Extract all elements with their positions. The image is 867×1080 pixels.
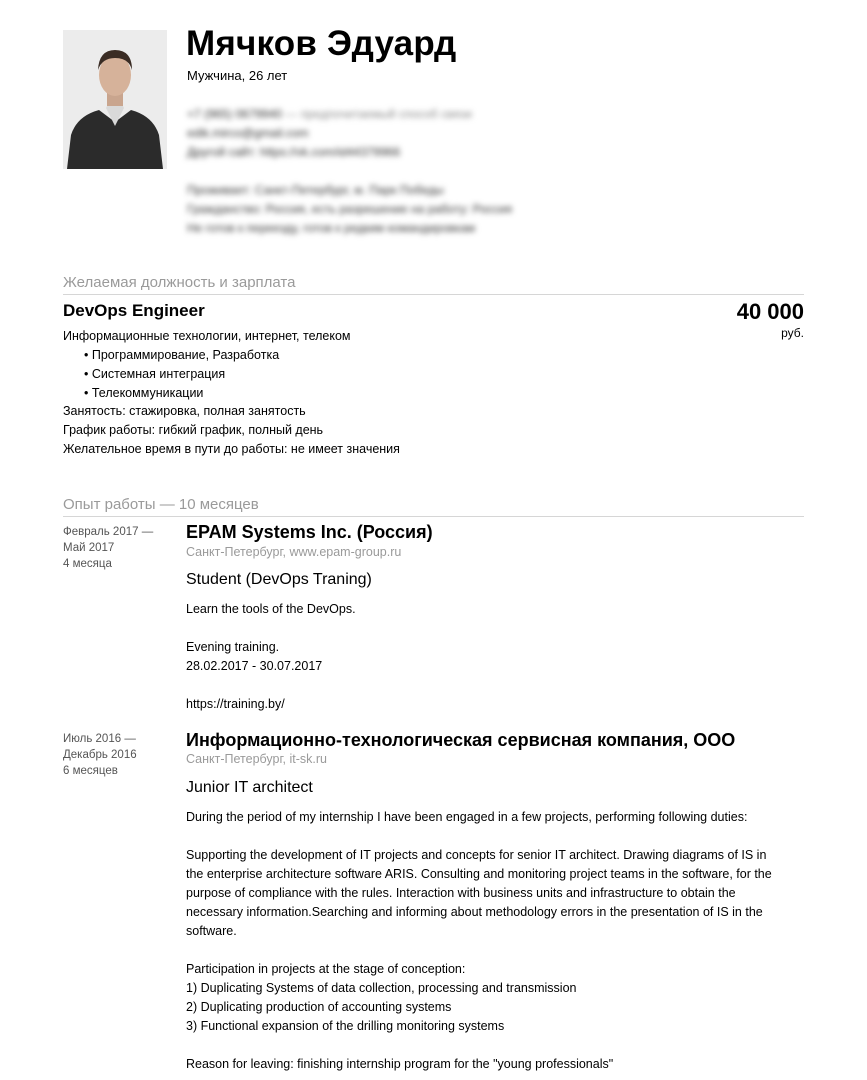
profile-photo — [63, 30, 167, 169]
phone-number[interactable]: +7 (965) 0679940 — [187, 107, 283, 121]
specialization-item: • Телекоммуникации — [84, 384, 203, 403]
relocation: Не готов к переезду, готов к редким командировкам — [187, 221, 476, 235]
job-duration: 4 месяца — [63, 558, 112, 570]
work-schedule: График работы: гибкий график, полный день — [63, 423, 324, 437]
section-title-experience: Опыт работы — 10 месяцев — [63, 496, 804, 517]
person-portrait-icon — [63, 30, 167, 169]
email-link[interactable]: edik.mirco@gmail.com — [187, 126, 309, 140]
job-description: During the period of my internship I have been engaged in a few projects, performing following duties: Supporting the development of IT projects and concepts for senior IT architect. Drawing diagrams of IS in the enterprise architecture software ARIS. Consulting and monitoring project teams in the software, for the purpose of compliance with the rules. Interaction with business units and infrastructure to obtain the necessary information.Searching and informing about methodology errors in the presentation of IS in the software. Participation in projects at the stage of conception: 1) Duplicating Systems of data collection, processing and transmission 2) Duplicating production of accounting systems 3) Functional expansion of the drilling monitoring systems Reason for leaving: finishing internship program for the "young professionals" — [186, 810, 772, 1071]
residence: Проживает: Санкт-Петербург, м. Парк Победы — [187, 183, 444, 197]
citizenship: Гражданство: Россия, есть разрешение на работу: Россия — [187, 202, 512, 216]
job-date-from: Февраль 2017 — — [63, 526, 154, 538]
job-dates — [63, 731, 137, 779]
phone-line — [187, 105, 472, 124]
company-location: Санкт-Петербург, it-sk.ru — [186, 752, 327, 766]
company-name: EPAM Systems Inc. (Россия) — [186, 522, 433, 542]
job-description: Learn the tools of the DevOps. Evening training. 28.02.2017 - 30.07.2017 https://training.by/ — [186, 602, 356, 711]
job-date-from: Июль 2016 — — [63, 733, 136, 745]
company-location: Санкт-Петербург, www.epam-group.ru — [186, 545, 402, 559]
section-title-position: Желаемая должность и зарплата — [63, 274, 804, 295]
job-role: Student (DevOps Traning) — [186, 571, 372, 588]
gender-age: Мужчина, 26 лет — [187, 68, 288, 83]
specialization-item: • Системная интеграция — [84, 365, 225, 384]
job-duration: 6 месяцев — [63, 765, 118, 777]
commute-time: Желательное время в пути до работы: не имеет значения — [63, 442, 400, 456]
job-role: Junior IT architect — [186, 779, 313, 796]
job-date-to: Май 2017 — [63, 542, 115, 554]
candidate-name: Мячков Эдуард — [186, 24, 457, 63]
specialization-item: • Программирование, Разработка — [84, 346, 279, 365]
job-dates — [63, 524, 153, 572]
other-site[interactable]: Другой сайт: https://vk.com/id44379966 — [187, 145, 401, 159]
professional-field: Информационные технологии, интернет, телеком — [63, 329, 351, 343]
position-title: DevOps Engineer — [63, 301, 205, 320]
employment-type: Занятость: стажировка, полная занятость — [63, 404, 306, 418]
company-name: Информационно-технологическая сервисная компания, ООО — [186, 730, 736, 750]
job-date-to: Декабрь 2016 — [63, 749, 137, 761]
salary-amount: 40 000 — [736, 299, 804, 324]
salary-currency: руб. — [781, 326, 804, 340]
phone-note: — предпочитаемый способ связи — [282, 107, 472, 121]
